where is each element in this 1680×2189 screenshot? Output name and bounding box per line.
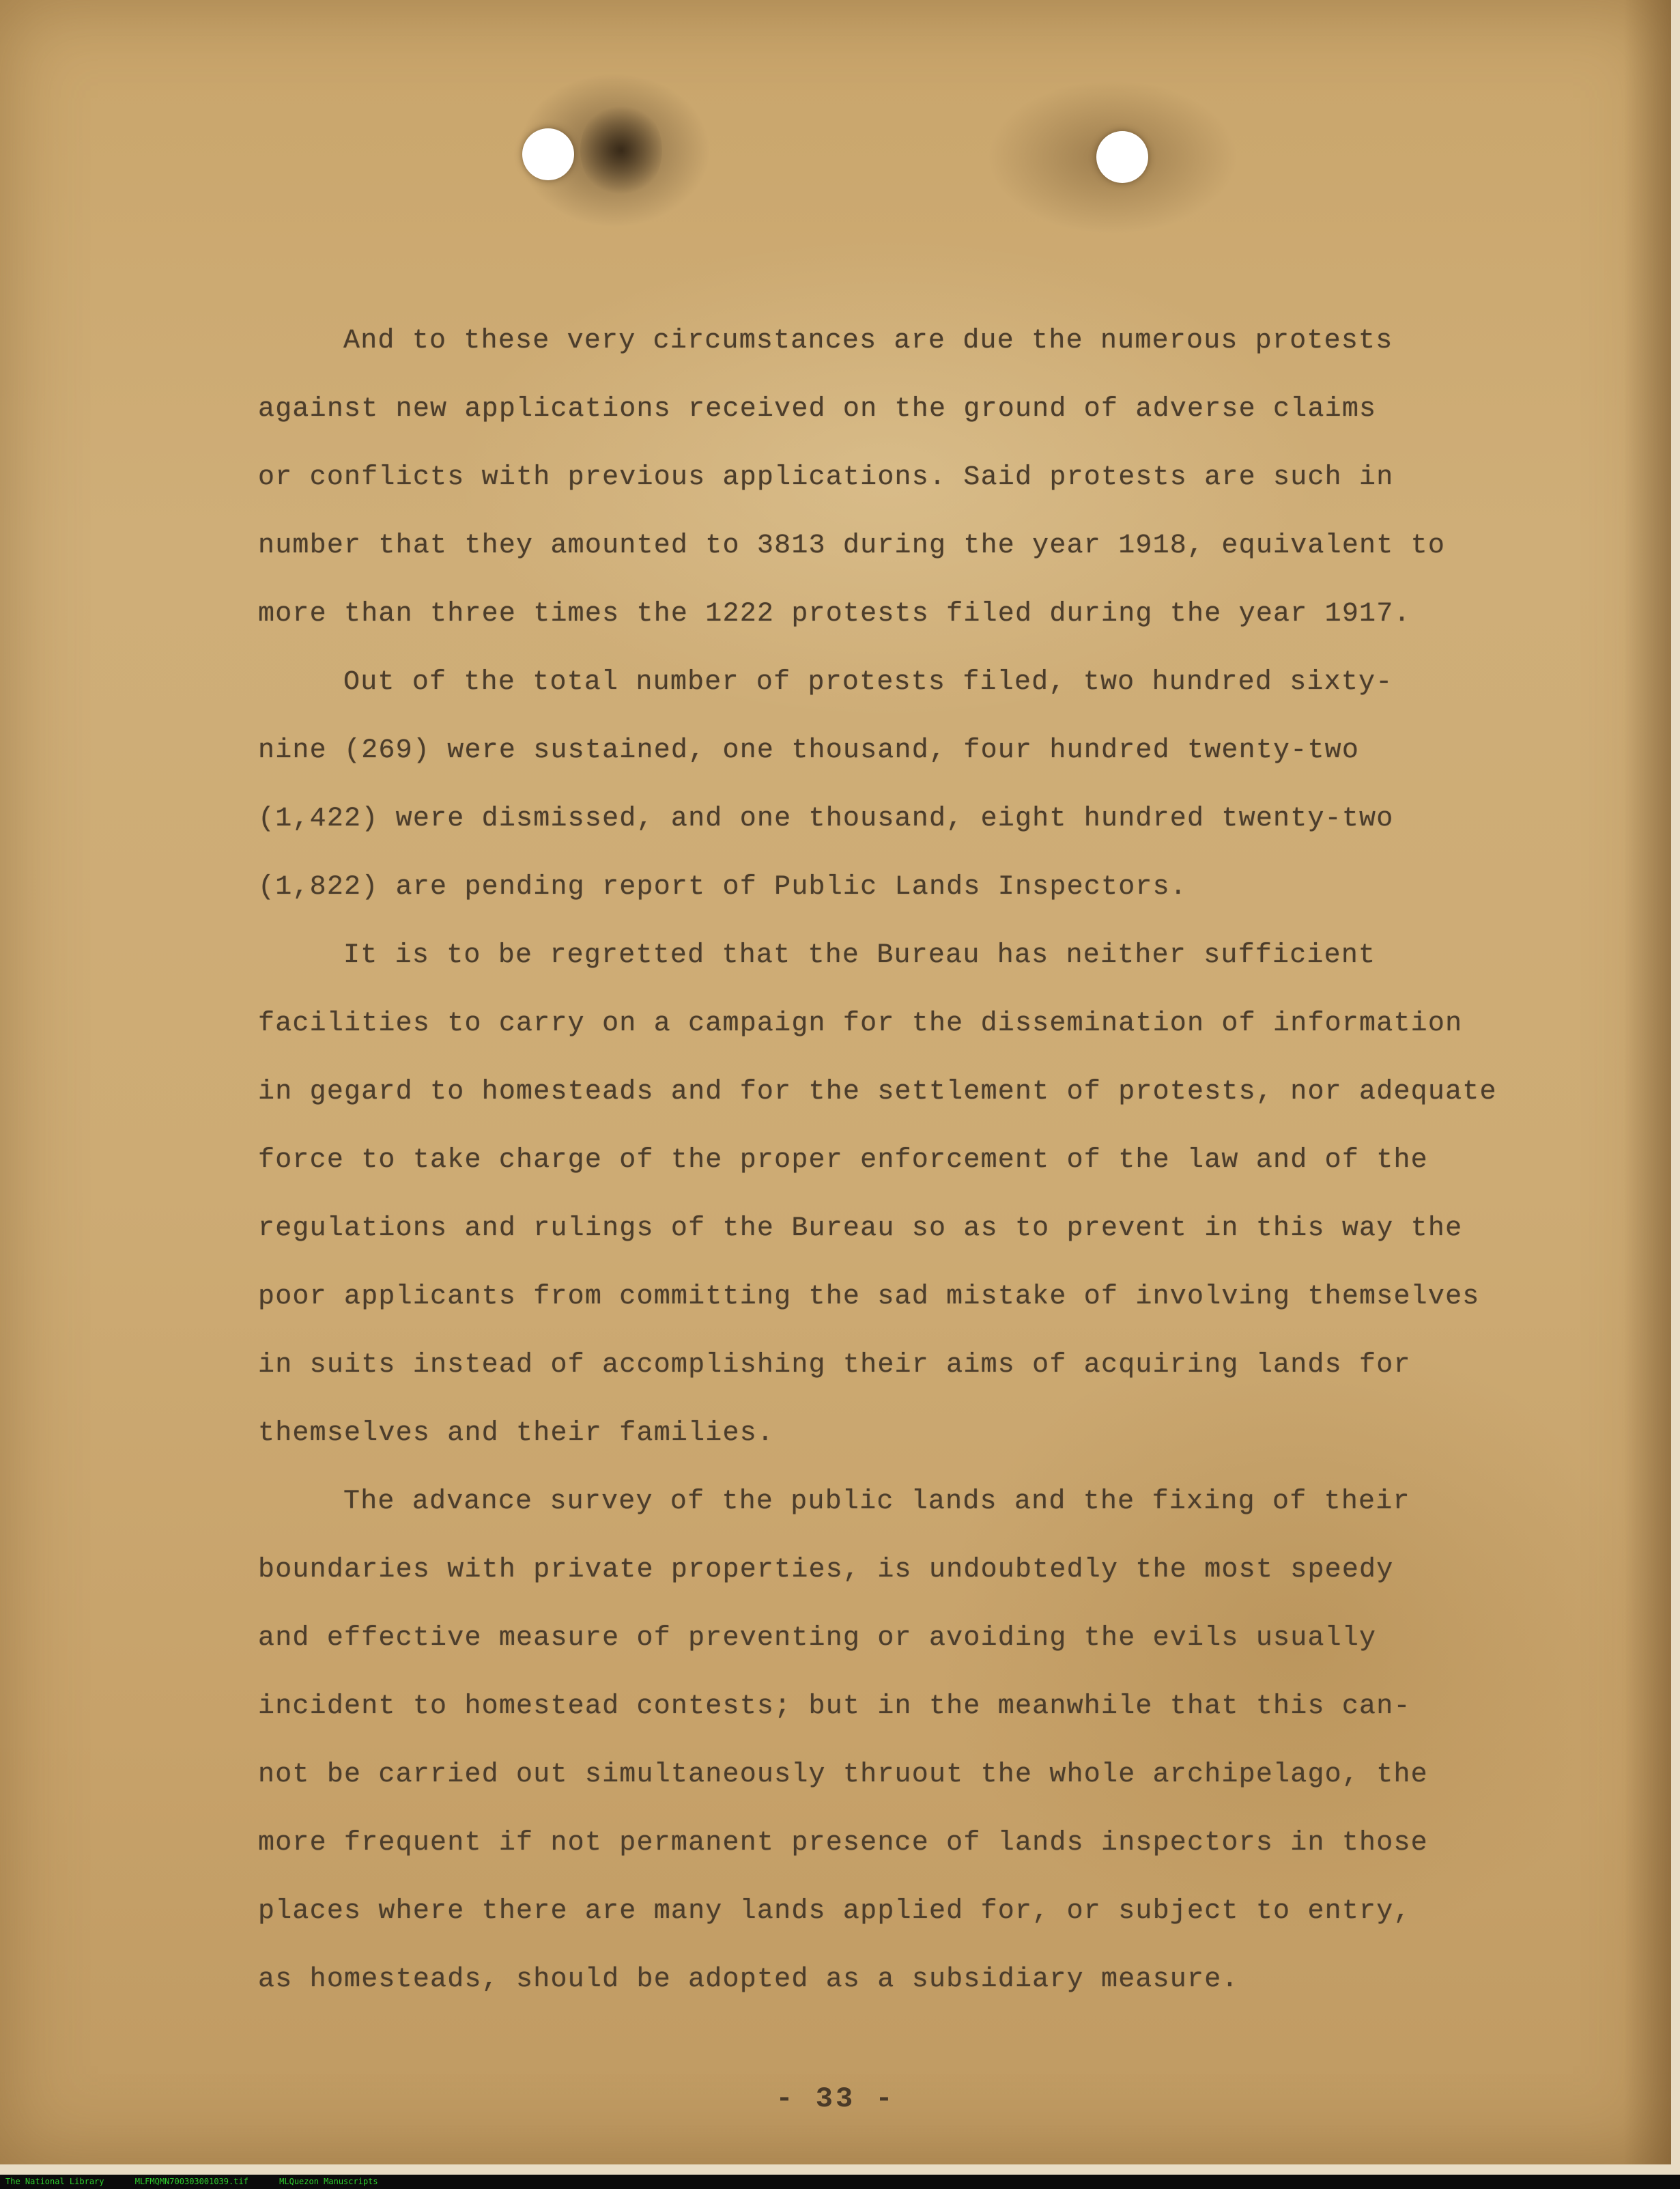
footer-library: The National Library [5, 2177, 104, 2186]
punch-hole-right [1096, 131, 1148, 183]
footer-collection: MLQuezon Manuscripts [279, 2177, 378, 2186]
paragraph-protest-outcomes: Out of the total number of protests filed, two hundred sixty- nine (269) were sustained, one thousand, four hundred twenty-two (1,422) were dismissed, and one thousand, eight hundred twenty-two (1,822) are pending report of Public Lands Inspectors. [258, 667, 1394, 903]
paragraph-advance-survey: The advance survey of the public lands and the fixing of their boundaries with private properties, is undoubtedly the most speedy and effective measure of preventing or avoiding the evils usually incident to homestead contests; but in the meanwhile that this can- not be carried out simultaneously thruout the whole archipelago, the more frequent if not permanent presence of lands inspectors in those places where there are many lands applied for, or subject to entry, as homesteads, should be adopted as a subsidiary measure. [258, 1486, 1428, 1995]
page-number: - 33 - [775, 2082, 896, 2115]
paragraph-bureau-facilities: It is to be regretted that the Bureau has neither sufficient facilities to carry on a campaign for the dissemination of information in gegard to homesteads and for the settlement of protests, nor adequate force to take charge of the proper enforcement of the law and of the regulations and rulings of the Bureau so as to prevent in this way the poor applicants from committing the sad mistake of involving themselves in suits instead of accomplishing their aims of acquiring lands for themselves and their families. [258, 940, 1497, 1449]
punch-hole-stain [580, 102, 662, 198]
footer-file-name: MLFMQMN700303001039.tif [134, 2177, 248, 2186]
paragraph-protests: And to these very circumstances are due the numerous protests against new applications received on the ground of adverse claims or conflicts with previous applications. Said protests are such in number that they amounted to 3813 during the year 1918, equivalent to more than three times the 1222 protests filed during the year 1917. [258, 326, 1446, 630]
typed-text-body [258, 307, 1555, 2014]
scan-footer-bar [0, 2175, 1680, 2189]
punch-hole-left [522, 128, 574, 180]
